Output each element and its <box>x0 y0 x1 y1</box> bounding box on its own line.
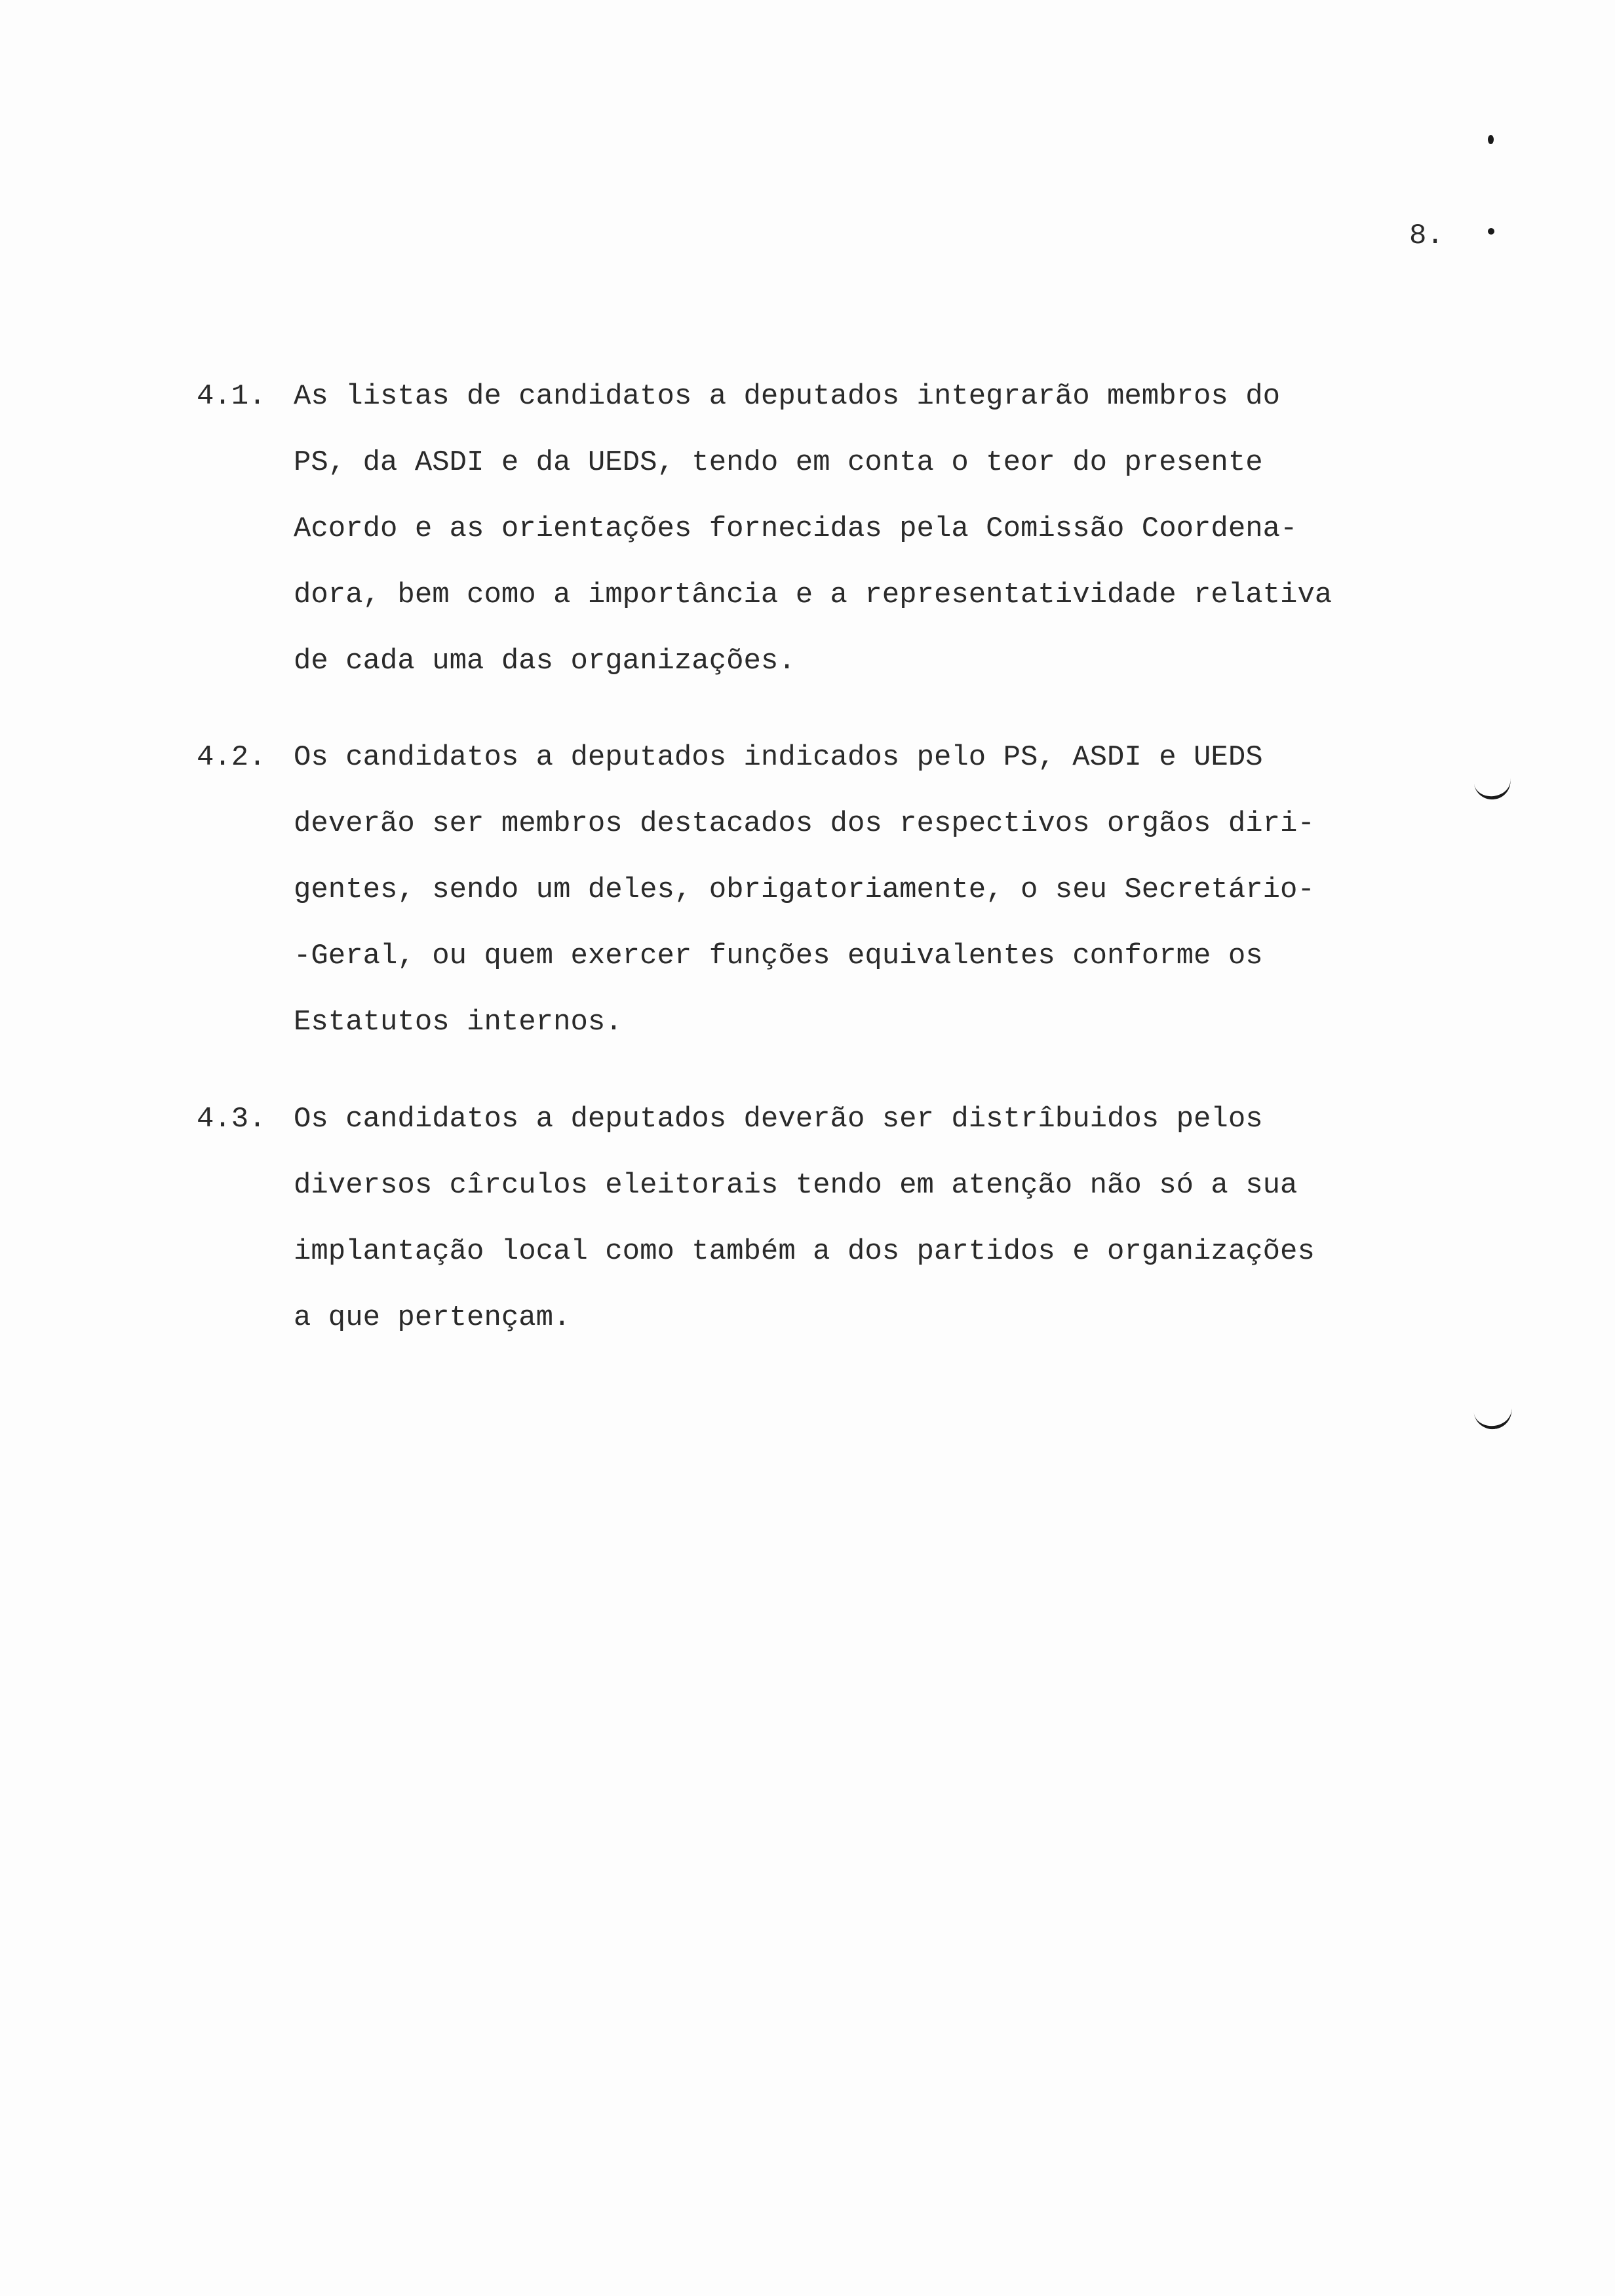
section-line: Os candidatos a deputados deverão ser distrîbuidos pelos <box>294 1103 1263 1136</box>
section-line: implantação local como também a dos partidos e organizações <box>294 1235 1315 1268</box>
section-line: -Geral, ou quem exercer funções equivalentes conforme os <box>294 940 1263 972</box>
section-line: gentes, sendo um deles, obrigatoriamente, o seu Secretário- <box>294 873 1315 906</box>
section-line: deverão ser membros destacados dos respectivos orgãos diri- <box>294 807 1315 840</box>
section-line: de cada uma das organizações. <box>294 645 796 678</box>
section-line: a que pertençam. <box>294 1301 571 1334</box>
section-number: 4.1. <box>197 380 266 413</box>
section-line: Acordo e as orientações fornecidas pela Comissão Coordena- <box>294 512 1298 545</box>
section-line: diversos cîrculos eleitorais tendo em atenção não só a sua <box>294 1169 1298 1202</box>
margin-mark-dot <box>1488 228 1494 235</box>
section-line: PS, da ASDI e da UEDS, tendo em conta o teor do presente <box>294 446 1263 479</box>
section-number: 4.3. <box>197 1103 266 1136</box>
section-line: Os candidatos a deputados indicados pelo PS, ASDI e UEDS <box>294 741 1263 774</box>
section-line: Estatutos internos. <box>294 1006 623 1039</box>
margin-mark-top <box>1488 135 1494 144</box>
section-line: dora, bem como a importância e a representatividade relativa <box>294 579 1333 611</box>
margin-check-mark <box>1473 774 1513 801</box>
section-number: 4.2. <box>197 741 266 774</box>
margin-check-mark <box>1473 1405 1514 1432</box>
page-number: 8. <box>1409 220 1444 252</box>
section-line: As listas de candidatos a deputados integrarão membros do <box>294 380 1281 413</box>
